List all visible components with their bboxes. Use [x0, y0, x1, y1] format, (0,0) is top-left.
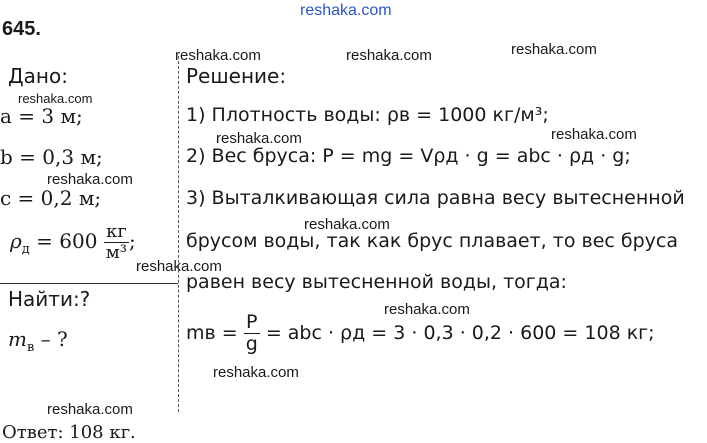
watermark: reshaka.com	[136, 258, 222, 275]
watermark: reshaka.com	[47, 401, 133, 418]
watermark: reshaka.com	[18, 91, 93, 106]
density-unit-numerator: кг	[104, 222, 129, 243]
solution-line-3: 3) Выталкивающая сила равна весу вытесненной	[186, 187, 685, 209]
watermark-top: reshaka.com	[300, 2, 392, 19]
watermark: reshaka.com	[47, 171, 133, 188]
density-unit-fraction	[104, 222, 129, 263]
watermark: reshaka.com	[216, 130, 302, 147]
final-denominator: g	[245, 332, 258, 355]
given-b: b = 0,3 м;	[0, 145, 103, 169]
answer: Ответ: 108 кг.	[2, 422, 136, 443]
watermark: reshaka.com	[304, 216, 390, 233]
rho-symbol: ρ	[10, 228, 22, 253]
given-heading: Дано:	[8, 64, 68, 88]
find-m-rest: – ?	[34, 327, 68, 351]
final-numerator: P	[244, 312, 260, 334]
given-c: c = 0,2 м;	[0, 186, 102, 210]
find-heading: Найти:?	[8, 287, 91, 311]
solution-line-1: 1) Плотность воды: ρв = 1000 кг/м³;	[186, 104, 549, 126]
column-divider	[178, 56, 179, 412]
density-end: ;	[129, 228, 136, 253]
solution-line-2: 2) Вес бруса: P = mg = Vρд · g = abc · ρд · g;	[186, 145, 631, 167]
watermark: reshaka.com	[551, 126, 637, 143]
given-find-divider	[0, 283, 178, 284]
final-fraction	[244, 312, 260, 355]
final-rhs: = abc · ρд = 3 · 0,3 · 0,2 · 600 = 108 кг;	[259, 321, 655, 344]
given-a: a = 3 м;	[0, 104, 83, 128]
solution-heading: Решение:	[186, 64, 287, 88]
find-m-subscript: в	[26, 340, 35, 355]
solution-line-5: равен весу вытесненной воды, тогда:	[186, 271, 567, 293]
given-density	[10, 222, 136, 263]
watermark: reshaka.com	[213, 364, 299, 381]
find-mass	[8, 327, 68, 355]
solution-final-formula	[186, 312, 655, 355]
rho-subscript: д	[21, 241, 30, 257]
watermark: reshaka.com	[384, 301, 470, 318]
find-m-symbol: m	[8, 327, 27, 351]
solution-line-4: брусом воды, так как брус плавает, то вес бруса	[186, 230, 678, 252]
watermark: reshaka.com	[346, 47, 432, 64]
watermark: reshaka.com	[511, 41, 597, 58]
watermark: reshaka.com	[175, 47, 261, 64]
rho-equals: = 600	[29, 228, 104, 253]
final-lhs: mв =	[186, 321, 244, 344]
problem-number: 645.	[2, 18, 41, 40]
density-unit-denominator: м³	[105, 241, 128, 263]
